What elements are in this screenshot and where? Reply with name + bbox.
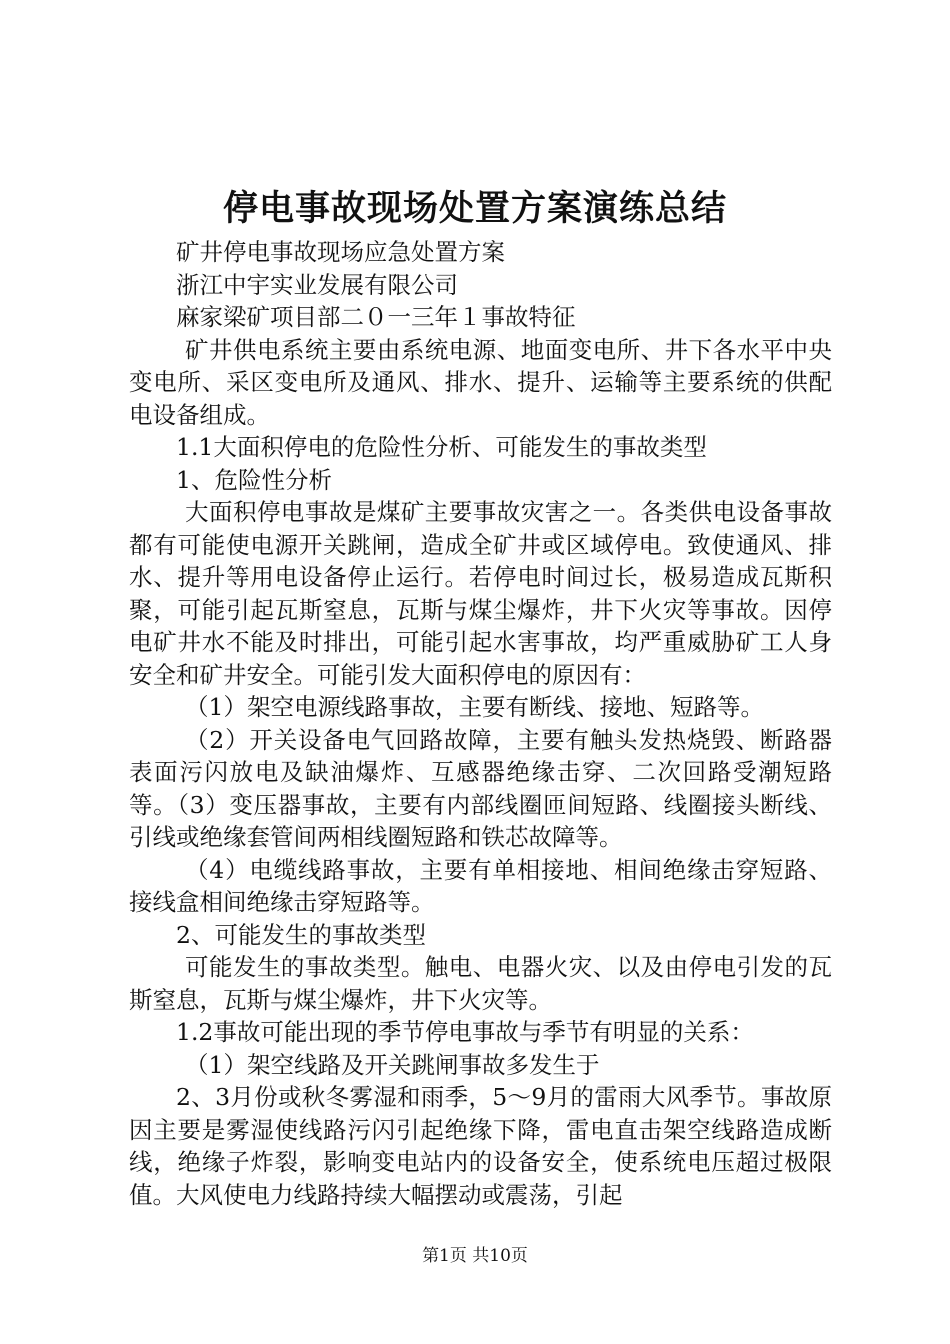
paragraph: 2、3月份或秋冬雾湿和雨季，5～9月的雷雨大风季节。事故原因主要是雾湿使线路污闪引起绝缘下降，雷电直击架空线路造成断线，绝缘子炸裂，影响变电站内的设备安全，使系统电压超过极限值。大风使电力线路持续大幅摆动或震荡，引起 xyxy=(129,1083,832,1209)
paragraph: （1）架空电源线路事故，主要有断线、接地、短路等。 xyxy=(185,693,764,721)
paragraph: 浙江中宇实业发展有限公司 xyxy=(176,270,458,299)
paragraph: 1.2事故可能出现的季节停电事故与季节有明显的关系： xyxy=(176,1018,754,1046)
document-title: 停电事故现场处置方案演练总结 xyxy=(222,188,727,229)
paragraph: 矿井停电事故现场应急处置方案 xyxy=(176,238,505,266)
page-footer: 第1页 共10页 xyxy=(422,1246,528,1266)
paragraph: （2）开关设备电气回路故障，主要有触头发热烧毁、断路器表面污闪放电及缺油爆炸、互感器绝缘击穿、二次回路受潮短路等。（3）变压器事故，主要有内部线圈匝间短路、线圈接头断线、引线或绝缘套管间两相线圈短路和铁芯故障等。 xyxy=(129,725,832,851)
paragraph: 2、可能发生的事故类型 xyxy=(176,920,426,949)
paragraph: （1）架空线路及开关跳闸事故多发生于 xyxy=(185,1050,600,1079)
paragraph: 1.1大面积停电的危险性分析、可能发生的事故类型 xyxy=(176,433,707,461)
paragraph: 麻家梁矿项目部二０一三年１事故特征 xyxy=(176,303,576,331)
paragraph: （4）电缆线路事故，主要有单相接地、相间绝缘击穿短路、接线盒相间绝缘击穿短路等。 xyxy=(129,855,832,916)
paragraph: 可能发生的事故类型。触电、电器火灾、以及由停电引发的瓦斯窒息，瓦斯与煤尘爆炸，井下火灾等。 xyxy=(129,953,832,1014)
paragraph: 矿井供电系统主要由系统电源、地面变电所、井下各水平中央变电所、采区变电所及通风、排水、提升、运输等主要系统的供配电设备组成。 xyxy=(129,335,832,429)
document-body xyxy=(129,236,832,1211)
paragraph: 1、危险性分析 xyxy=(176,465,332,494)
paragraph: 大面积停电事故是煤矿主要事故灾害之一。各类供电设备事故都有可能使电源开关跳闸，造成全矿井或区域停电。致使通风、排水、提升等用电设备停止运行。若停电时间过长，极易造成瓦斯积聚，可能引起瓦斯窒息，瓦斯与煤尘爆炸，井下火灾等事故。因停电矿井水不能及时排出，可能引起水害事故，均严重威胁矿工人身安全和矿井安全。可能引发大面积停电的原因有： xyxy=(129,498,832,689)
